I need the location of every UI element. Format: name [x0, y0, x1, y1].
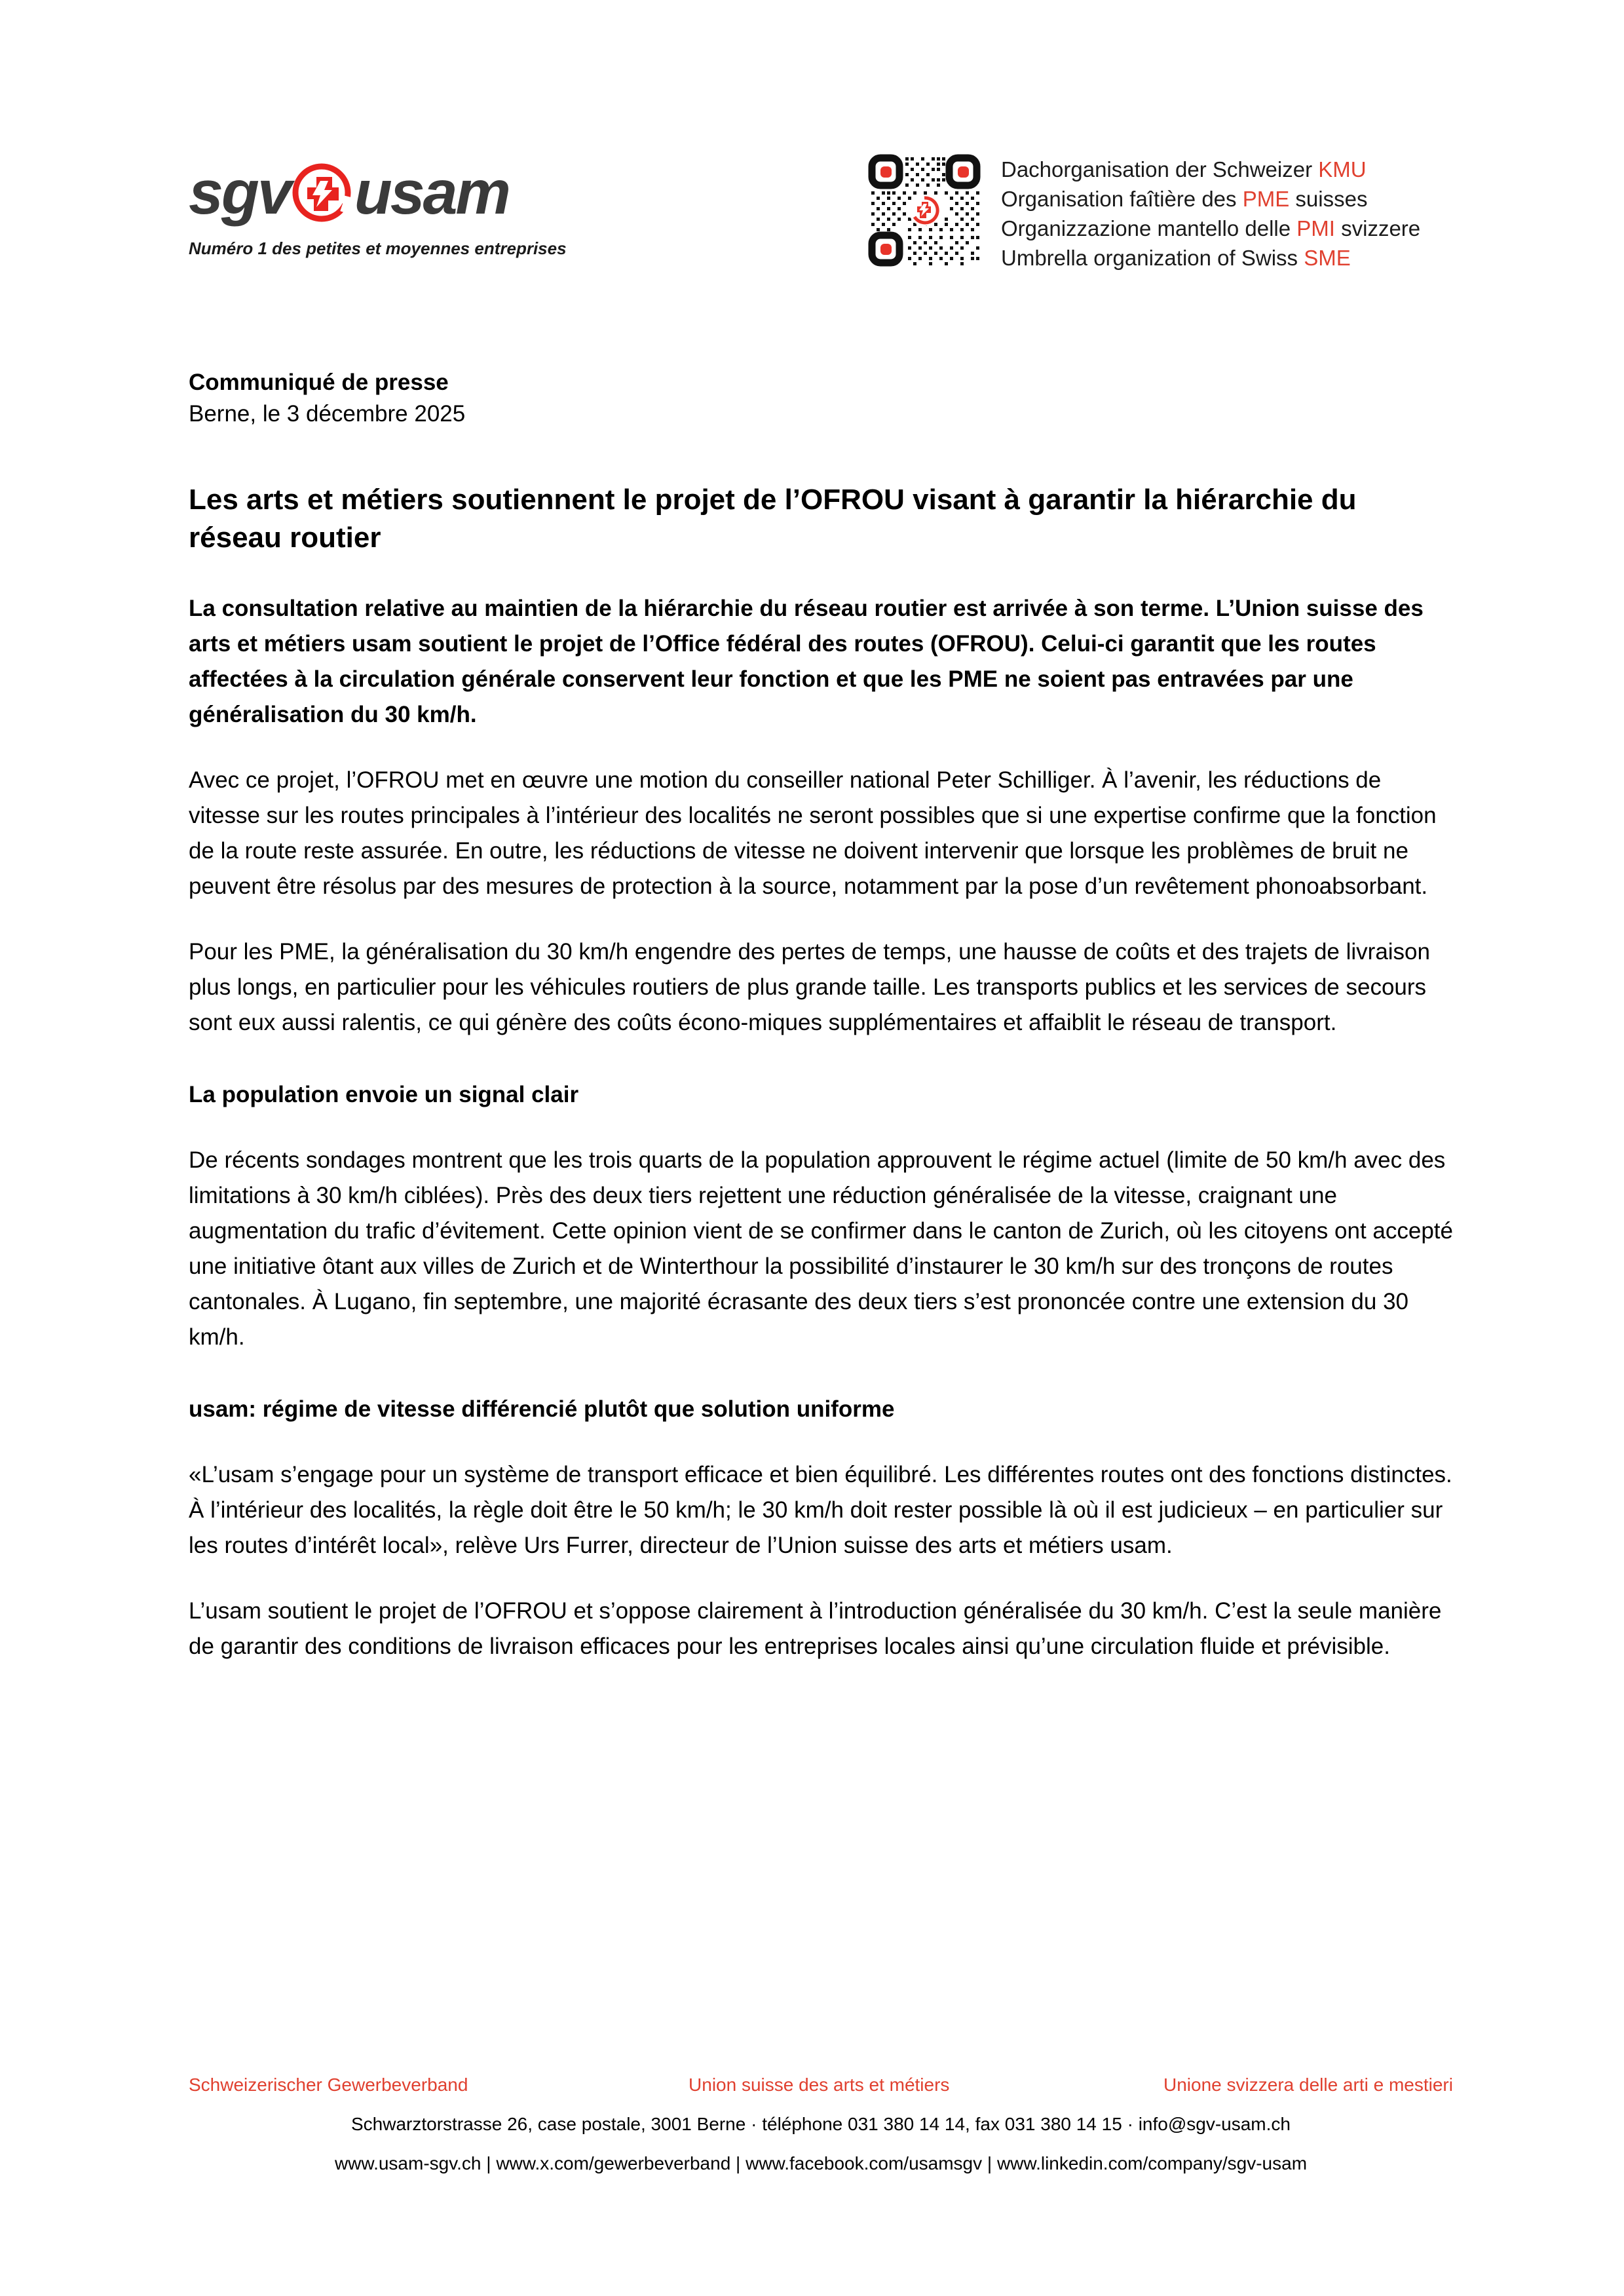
language-line-fr — [1001, 184, 1420, 214]
language-line-it — [1001, 214, 1420, 243]
body-paragraph-4: «L’usam s’engage pour un système de transport efficace et bien équilibré. Les différentes routes ont des fonctions distinctes. À l’intérieur des localités, la règle doit être le 50 km/h; le 30 km/h doit rester possible là où il est judicieux – en particulier sur les routes d’intérêt local», relève Urs Furrer, directeur de l’Union suisse des arts et métiers usam. — [189, 1462, 1452, 1558]
footer-org-de: Schweizerischer Gewerbeverband — [189, 2075, 468, 2095]
lang-fr-prefix: Organisation faîtière des — [1001, 187, 1243, 211]
usam-logo — [189, 156, 608, 259]
footer-org-it: Unione svizzera delle arti e mestieri — [1163, 2075, 1453, 2095]
logo-tagline: Numéro 1 des petites et moyennes entreprises — [189, 239, 567, 258]
footer-links-line[interactable]: www.usam-sgv.ch | www.x.com/gewerbeverband | www.facebook.com/usamsgv | www.linkedin.com/company/sgv-usam — [334, 2153, 1308, 2173]
lang-en-highlight: SME — [1304, 246, 1351, 270]
lead-paragraph: La consultation relative au maintien de la hiérarchie du réseau routier est arrivée à son terme. L’Union suisse des arts et métiers usam soutient le projet de l’Office fédéral des routes (OFROU). Celui-ci garantit que les routes affectées à la circulation générale conservent leur fonction et que les PME ne soient pas entravées par une généralisation du 30 km/h. — [189, 596, 1424, 727]
subheading-population: La population envoie un signal clair — [189, 1082, 579, 1107]
qr-code-icon[interactable] — [866, 152, 983, 269]
footer-contact-line: Schwarztorstrasse 26, case postale, 3001 Berne · téléphone 031 380 14 14, fax 031 380 14 15 · info@sgv-usam.ch — [351, 2114, 1291, 2134]
lang-it-prefix: Organizzazione mantello delle — [1001, 216, 1297, 240]
footer-organisation-names — [189, 2072, 1453, 2098]
subheading-usam-position: usam: régime de vitesse différencié plutôt que solution uniforme — [189, 1396, 895, 1422]
footer-org-fr: Union suisse des arts et métiers — [689, 2075, 950, 2095]
language-line-en — [1001, 243, 1420, 273]
release-type-label: Communiqué de presse — [189, 370, 449, 395]
release-place-date: Berne, le 3 décembre 2025 — [189, 401, 466, 427]
logo-text-usam: usam — [354, 157, 509, 227]
logo-text-sgv: sgv — [189, 157, 290, 227]
document-footer — [189, 2072, 1453, 2177]
page-title: Les arts et métiers soutiennent le projet de l’OFROU visant à garantir la hiérarchie du réseau routier — [189, 484, 1357, 554]
qr-and-languages — [866, 152, 1420, 273]
lang-fr-suffix: suisses — [1289, 187, 1368, 211]
body-paragraph-5: L’usam soutient le projet de l’OFROU et s’oppose clairement à l’introduction généralisée du 30 km/h. C’est la seule manière de garantir des conditions de livraison efficaces pour les entreprises locales ainsi qu’une circulation fluide et prévisible. — [189, 1598, 1442, 1659]
lang-de-prefix: Dachorganisation der Schweizer — [1001, 157, 1319, 182]
lang-en-prefix: Umbrella organization of Swiss — [1001, 246, 1304, 270]
lang-fr-highlight: PME — [1242, 187, 1290, 211]
lang-it-suffix: svizzere — [1334, 216, 1421, 240]
body-paragraph-3: De récents sondages montrent que les trois quarts de la population approuvent le régime actuel (limite de 50 km/h avec des limitations à 30 km/h ciblées). Près des deux tiers rejettent une réduction généralisée de la vitesse, craignant une augmentation du trafic d’évitement. Cette opinion vient de se confirmer dans le canton de Zurich, où les citoyens ont accepté une initiative ôtant aux villes de Zurich et de Winterthour la possibilité d’instaurer le 30 km/h sur des tronçons de routes cantonales. À Lugano, fin septembre, une majorité écrasante des deux tiers s’est prononcée contre une extension du 30 km/h. — [189, 1147, 1453, 1350]
document-body — [189, 367, 1453, 1687]
document-header — [0, 0, 1624, 308]
language-line-de — [1001, 155, 1420, 184]
lang-de-highlight: KMU — [1318, 157, 1367, 182]
body-paragraph-1: Avec ce projet, l’OFROU met en œuvre une motion du conseiller national Peter Schilliger. À l’avenir, les réductions de vitesse sur les routes principales à l’intérieur des localités ne seront possibles que si une expertise confirme que la fonction de la route reste assurée. En outre, les réductions de vitesse ne doivent intervenir que lorsque les problèmes de bruit ne peuvent être résolus par des mesures de protection à la source, notamment par la pose d’un revêtement phonoabsorbant. — [189, 767, 1437, 899]
body-paragraph-2: Pour les PME, la généralisation du 30 km/h engendre des pertes de temps, une hausse de coûts et des trajets de livraison plus longs, en particulier pour les véhicules routiers de plus grande taille. Les transports publics et les services de secours sont eux aussi ralentis, ce qui génère des coûts écono-miques supplémentaires et affaiblit le réseau de transport. — [189, 939, 1430, 1035]
lang-it-highlight: PMI — [1296, 216, 1335, 240]
logo-wordmark — [189, 156, 608, 229]
usam-cross-emblem-icon — [292, 163, 352, 223]
language-lines — [1001, 152, 1420, 273]
